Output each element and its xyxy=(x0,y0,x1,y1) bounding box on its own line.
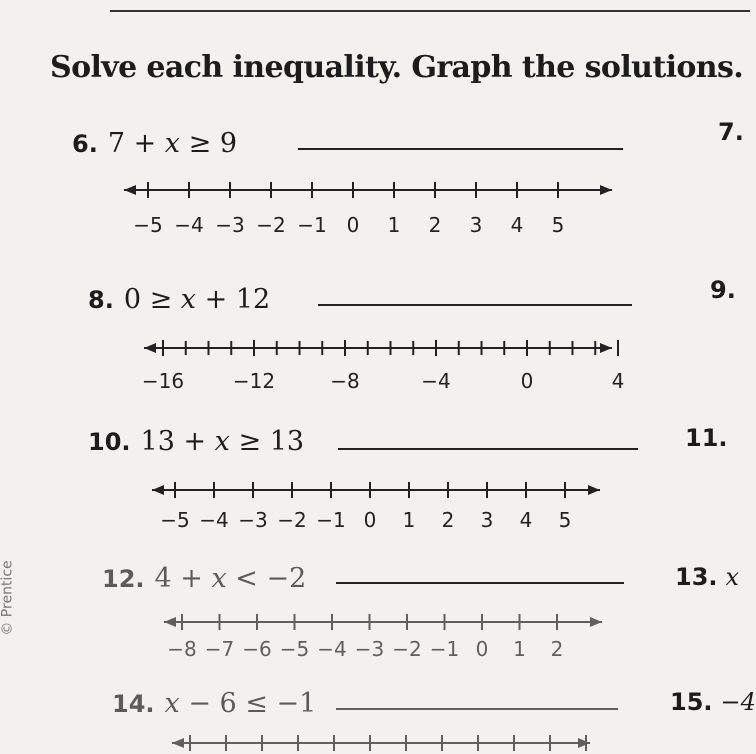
answer-line-14[interactable] xyxy=(336,708,618,710)
problem-number: 8. xyxy=(88,286,114,314)
expression-part: − 6 ≤ −1 xyxy=(179,688,317,719)
problem-7-number: 7. xyxy=(718,118,744,146)
expression-part: 13 + xyxy=(140,426,215,457)
tick-label: −8 xyxy=(167,637,197,661)
tick-label: 4 xyxy=(519,508,533,532)
problem-8 xyxy=(88,284,270,315)
tick-label: 5 xyxy=(558,508,572,532)
expression-part: 7 + xyxy=(107,128,165,159)
tick-label: −4 xyxy=(199,508,229,532)
tick-label: −4 xyxy=(421,369,451,393)
right-arrow-icon xyxy=(578,738,590,748)
left-arrow-icon xyxy=(124,185,136,195)
right-arrow-icon xyxy=(600,343,612,353)
expression-part: < −2 xyxy=(226,563,307,594)
problem-14 xyxy=(112,688,316,719)
tick-label: 1 xyxy=(387,213,401,237)
tick-label: −3 xyxy=(354,637,385,661)
answer-line-6[interactable] xyxy=(298,148,623,150)
copyright-margin-text: © Prentice xyxy=(0,560,16,636)
tick-label: −2 xyxy=(256,213,286,237)
tick-label: −4 xyxy=(174,213,204,237)
left-arrow-icon xyxy=(164,617,176,627)
problem-13-number: 13. x xyxy=(675,563,740,591)
tick-label: −3 xyxy=(238,508,268,532)
problem-12 xyxy=(102,563,306,594)
problem-15-number: 15. −4 xyxy=(670,688,756,716)
answer-line-8[interactable] xyxy=(318,304,632,306)
problem-number: 14. xyxy=(112,690,155,718)
tick-label: −3 xyxy=(215,213,245,237)
problem-number: 12. xyxy=(102,565,145,593)
problem-11-number: 11. xyxy=(685,424,728,452)
tick-label: 2 xyxy=(550,637,564,661)
instructions-heading: Solve each inequality. Graph the solutions. xyxy=(50,50,744,85)
tick-label: 4 xyxy=(611,369,625,393)
number-line-14[interactable] xyxy=(168,734,598,754)
tick-label: 1 xyxy=(402,508,416,532)
expression-part: 0 ≥ xyxy=(123,284,181,315)
number-line-12[interactable] xyxy=(160,612,610,672)
left-arrow-icon xyxy=(152,485,164,495)
expression-variable: x xyxy=(211,563,227,594)
expression-part: + 12 xyxy=(196,284,271,315)
left-arrow-icon xyxy=(172,738,184,748)
tick-label: 3 xyxy=(469,213,483,237)
tick-label: 0 xyxy=(346,213,360,237)
tick-label: 0 xyxy=(363,508,377,532)
tick-label: −6 xyxy=(242,637,272,661)
number-line-8[interactable] xyxy=(140,338,625,398)
number-line-6[interactable] xyxy=(120,180,620,240)
tick-label: −12 xyxy=(232,369,276,393)
tick-label: −5 xyxy=(279,637,310,661)
tick-label: −5 xyxy=(133,213,163,237)
answer-line-12[interactable] xyxy=(336,582,624,584)
right-arrow-icon xyxy=(590,617,602,627)
tick-label: −2 xyxy=(277,508,307,532)
tick-label: −7 xyxy=(204,637,235,661)
expression-variable: x xyxy=(164,688,180,719)
expression-part: 4 + xyxy=(154,563,212,594)
problem-6 xyxy=(72,128,237,159)
tick-label: 1 xyxy=(513,637,526,661)
tick-label: −1 xyxy=(297,213,327,237)
top-rule xyxy=(110,10,750,12)
tick-label: 3 xyxy=(480,508,494,532)
expression-part: ≥ 13 xyxy=(229,426,305,457)
tick-label: 5 xyxy=(551,213,565,237)
tick-label: −1 xyxy=(316,508,346,532)
right-arrow-icon xyxy=(600,185,612,195)
tick-label: −2 xyxy=(392,637,422,661)
problem-number: 6. xyxy=(72,130,98,158)
problem-number: 10. xyxy=(88,428,131,456)
tick-label: −8 xyxy=(330,369,360,393)
answer-line-10[interactable] xyxy=(338,448,638,450)
expression-variable: x xyxy=(180,284,197,315)
expression-variable: x xyxy=(214,426,230,457)
tick-label: −4 xyxy=(317,637,347,661)
problem-10 xyxy=(88,426,304,457)
tick-label: −5 xyxy=(160,508,190,532)
tick-label: 4 xyxy=(510,213,524,237)
expression-part: ≥ 9 xyxy=(180,128,237,159)
tick-label: 0 xyxy=(475,637,489,661)
tick-label: −1 xyxy=(429,637,460,661)
expression-variable: x xyxy=(164,128,181,159)
tick-label: −16 xyxy=(141,369,185,393)
number-line-10[interactable] xyxy=(148,480,608,540)
tick-label: 0 xyxy=(520,369,534,393)
tick-label: 2 xyxy=(441,508,455,532)
right-arrow-icon xyxy=(588,485,600,495)
tick-label: 2 xyxy=(428,213,442,237)
left-arrow-icon xyxy=(144,343,156,353)
problem-9-number: 9. xyxy=(710,276,736,304)
